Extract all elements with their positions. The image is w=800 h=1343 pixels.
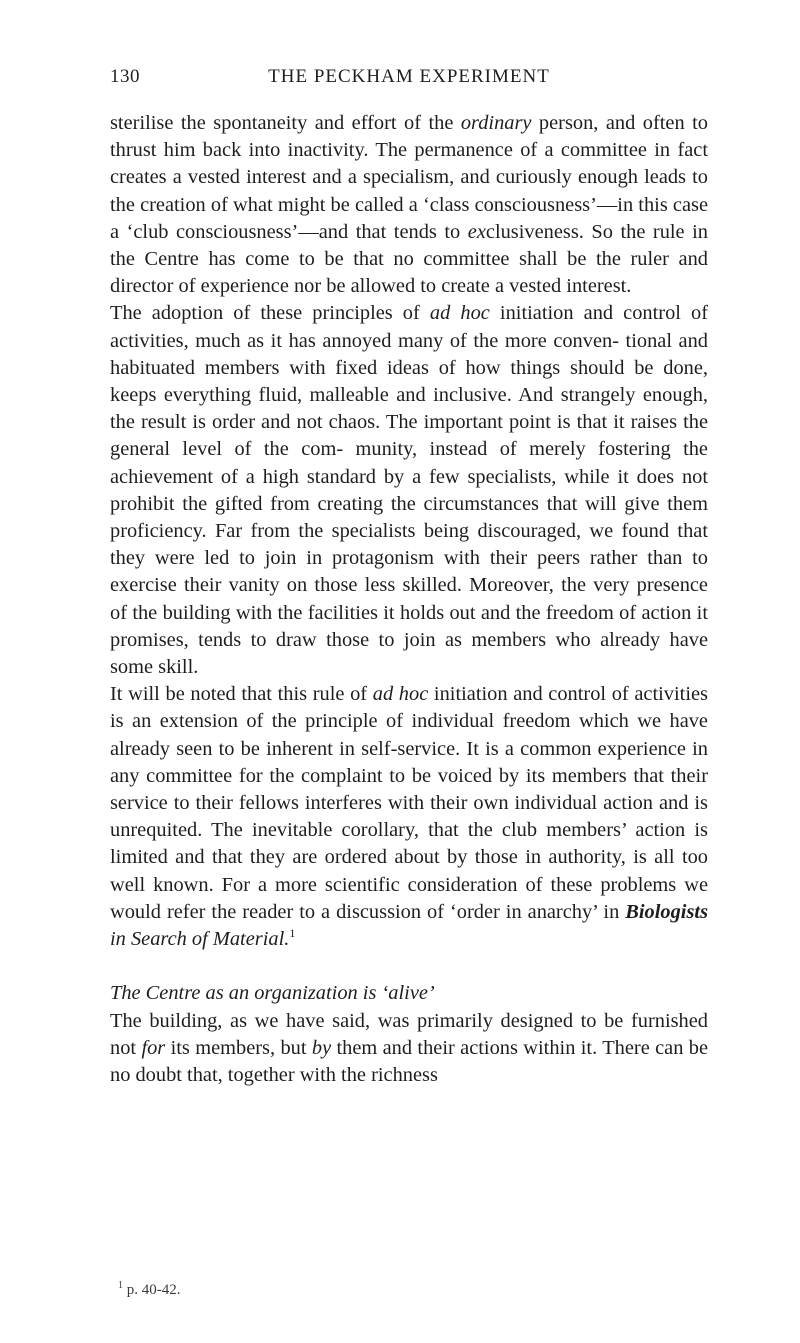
section-heading: The Centre as an organization is ‘alive’	[110, 982, 435, 1005]
emphasis-by: by	[311, 1036, 332, 1059]
page-header	[110, 66, 708, 96]
footnote-text: p. 40-42.	[123, 1282, 181, 1298]
paragraph-4: The building, as we have said, was primarily designed to be furnished not for its members, but by them and their actions within it. There can be no doubt that, together with the richness	[110, 1009, 709, 1086]
emphasis-ad-hoc: ad hoc	[429, 302, 490, 325]
footnote-reference: 1	[289, 926, 296, 941]
emphasis-ad-hoc: ad hoc	[372, 683, 429, 706]
book-title: Biologists	[625, 900, 708, 923]
footnote-mark: 1	[118, 1280, 123, 1291]
page-number: 130	[110, 66, 140, 87]
emphasis-ex: ex	[467, 220, 486, 243]
emphasis-for: for	[141, 1036, 166, 1059]
paragraph-1: sterilise the spontaneity and effort of the ordinary person, and often to thrust him back into inactivity. The permanence of a committee in fact creates a vested interest and a specialism, and curiously enough leads to the creation of what might be called a ‘class consciousness’—in this case a ‘club consciousness’—and that tends to exclusiveness. So the rule in the Centre has come to be that no committee shall be the ruler and director of experience nor be allowed to create a vested interest.	[110, 112, 708, 298]
paragraph-3: It will be noted that this rule of ad hoc initiation and control of activities is an extension of the principle of individual freedom which we have already seen to be inherent in self-service. It is a common experience in any committee for the complaint to be voiced by its members that their service to their fellows interferes with their own individual action and is unrequited. The inevitable corollary, that the club members’ action is limited and that they are ordered about by those in authority, is all too well known. For a more scientific consideration of these problems we would refer the reader to a discussion of ‘order in anarchy’ in Biologists in Search of Material.$^1$	[110, 683, 708, 951]
emphasis-ordinary: ordinary	[460, 112, 532, 134]
book-title-continued: in Search of Material.	[110, 928, 290, 951]
body-text	[110, 110, 708, 1089]
footnote	[118, 1282, 181, 1299]
paragraph-2: The adoption of these principles of ad hoc initiation and control of activities, much as it has annoyed many of the more conven- tional and habituated members with fixed ideas of how things should be done, keeps everything fluid, malleable and inclusive. And strangely enough, the result is order and not chaos. The important point is that it raises the general level of the com- munity, instead of merely fostering the achievement of a high standard by a few specialists, while it does not prohibit the gifted from creating the circumstances that will give them proficiency. Far from the specialists being discouraged, we found that they were led to join in protagonism with their peers rather than to exercise their vanity on those less skilled. Moreover, the very presence of the building with the facilities it holds out and the freedom of action it promises, tends to draw those to join as members who already have some skill.	[110, 302, 709, 679]
running-head: THE PECKHAM EXPERIMENT	[268, 66, 550, 87]
